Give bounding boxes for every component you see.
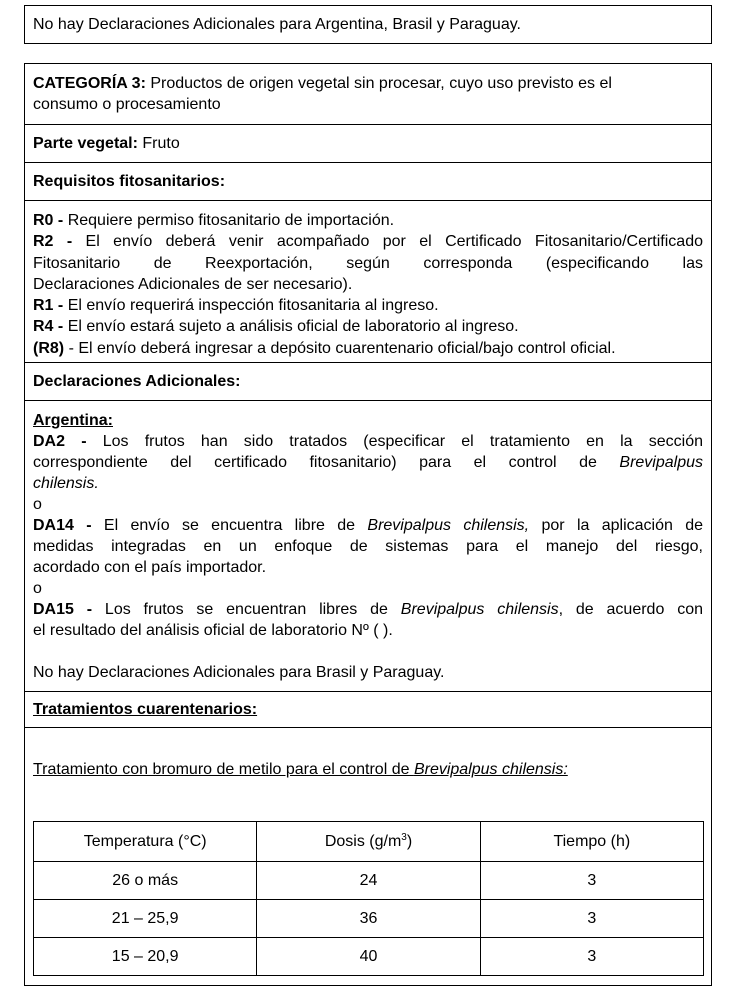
no-da-note: No hay Declaraciones Adicionales para Brasil y Paraguay. — [33, 664, 445, 681]
requisitos-row — [25, 201, 711, 363]
cell-dose: 36 — [257, 900, 480, 938]
table-row — [34, 900, 704, 938]
requirement-r2-line2: Fitosanitario de Reexportación, según corresponda (especificando las — [33, 254, 703, 272]
category-text-line2: consumo o procesamiento — [33, 96, 221, 113]
da14-line1: DA14 - El envío se encuentra libre de Brevipalpus chilensis, por la aplicación de — [33, 517, 704, 534]
da15-line1: DA15 - Los frutos se encuentran libres de Brevipalpus chilensis, de acuerdo con — [33, 601, 703, 618]
cell-dose: 40 — [257, 938, 480, 976]
dose-table — [33, 821, 704, 976]
top-note: No hay Declaraciones Adicionales para Argentina, Brasil y Paraguay. — [33, 16, 521, 33]
category-row — [25, 64, 711, 125]
declaraciones-row — [25, 401, 711, 692]
requirement-r4: R4 - El envío estará sujeto a análisis oficial de laboratorio al ingreso. — [33, 318, 519, 336]
or-separator-1: o — [33, 496, 42, 513]
requirement-r1: R1 - El envío requerirá inspección fitosanitaria al ingreso. — [33, 297, 439, 315]
requirement-r8: (R8) - El envío deberá ingresar a depósito cuarentenario oficial/bajo control oficial. — [33, 339, 616, 357]
top-note-box — [24, 5, 712, 44]
da2-line3: chilensis. — [33, 475, 99, 492]
cell-temp: 15 – 20,9 — [34, 938, 257, 976]
tratamientos-row — [25, 728, 711, 985]
da15-line2: el resultado del análisis oficial de laboratorio Nº ( ). — [33, 622, 393, 639]
cell-time: 3 — [480, 862, 703, 900]
cell-temp: 21 – 25,9 — [34, 900, 257, 938]
category-text-line1: Productos de origen vegetal sin procesar, cuyo uso previsto es el — [150, 75, 612, 92]
tratamientos-heading: Tratamientos cuarentenarios: — [33, 701, 258, 718]
phytosanitary-table — [24, 63, 712, 986]
country-argentina: Argentina: — [33, 412, 113, 429]
treatment-description: Tratamiento con bromuro de metilo para el control de Brevipalpus chilensis: — [33, 761, 568, 778]
requirement-r0: R0 - Requiere permiso fitosanitario de importación. — [33, 212, 395, 229]
requisitos-heading: Requisitos fitosanitarios: — [33, 173, 226, 190]
declaraciones-heading: Declaraciones Adicionales: — [33, 373, 241, 390]
declaraciones-heading-row — [25, 363, 711, 401]
category-label: CATEGORÍA 3: — [33, 75, 146, 92]
table-row — [34, 862, 704, 900]
da14-line3: acordado con el país importador. — [33, 559, 267, 576]
cell-temp: 26 o más — [34, 862, 257, 900]
cell-time: 3 — [480, 900, 703, 938]
requirement-r2-line1: R2 - El envío deberá venir acompañado por el Certificado Fitosanitario/Certificado — [33, 233, 703, 251]
da2-line2: correspondiente del certificado fitosanitario) para el control de Brevipalpus — [33, 454, 704, 471]
parte-vegetal-value: Fruto — [142, 135, 180, 152]
parte-vegetal-row — [25, 125, 711, 163]
da14-line2: medidas integradas en un enfoque de sistemas para el manejo del riesgo, — [33, 538, 703, 555]
requisitos-heading-row — [25, 163, 711, 201]
table-row — [34, 938, 704, 976]
dose-table-header-row — [34, 822, 704, 862]
parte-vegetal-label: Parte vegetal: — [33, 135, 138, 152]
header-temperature: Temperatura (°C) — [34, 822, 257, 862]
header-time: Tiempo (h) — [480, 822, 703, 862]
header-dose: Dosis $(g/m^3)$ — [257, 822, 480, 862]
cell-dose: 24 — [257, 862, 480, 900]
cell-time: 3 — [480, 938, 703, 976]
da2-line1: DA2 - Los frutos han sido tratados (especificar el tratamiento en la sección — [33, 433, 704, 450]
or-separator-2: o — [33, 580, 42, 597]
tratamientos-heading-row — [25, 692, 711, 728]
requirement-r2-line3: Declaraciones Adicionales de ser necesario). — [33, 275, 353, 293]
